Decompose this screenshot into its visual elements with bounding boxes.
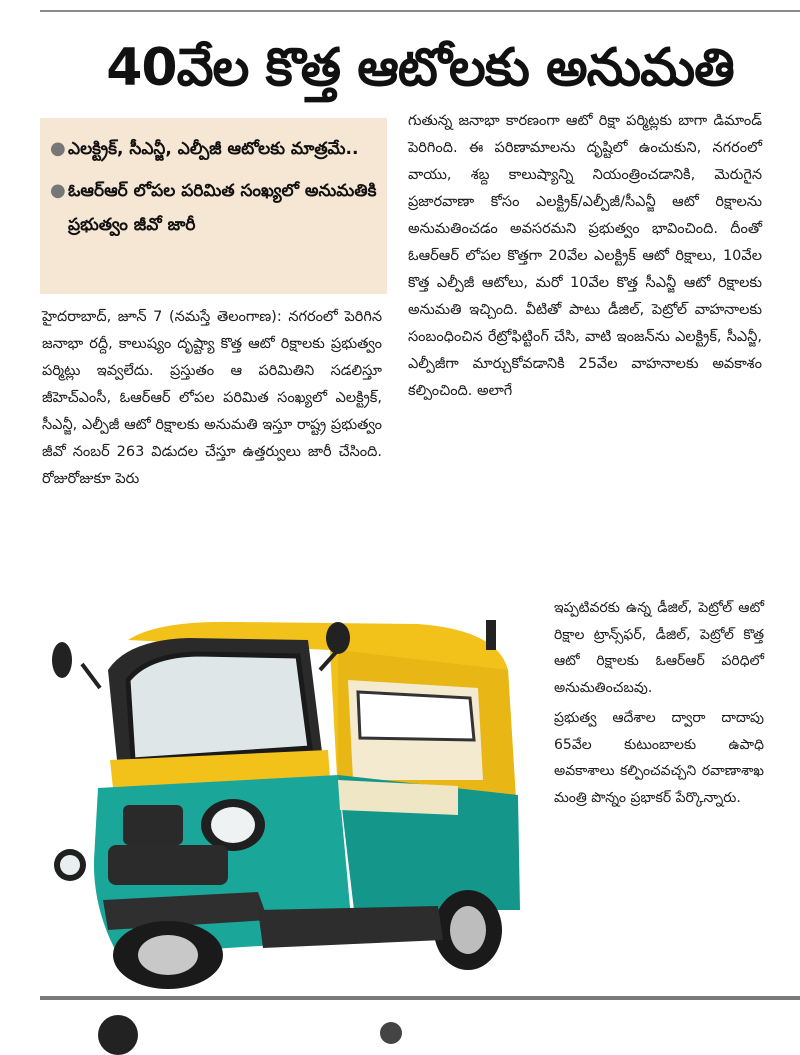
highlight-text: ఓఆర్ఆర్ లోపల పరిమిత సంఖ్యలో అనుమతికి ప్రభుత్వం జీవో జారీ <box>68 181 377 235</box>
article-body-column-3 <box>554 595 764 811</box>
cropped-icon <box>98 1015 138 1055</box>
paragraph: హైదరాబాద్, జూన్ 7 (నమస్తే తెలంగాణ): నగరంలో పెరిగిన జనాభా రద్దీ, కాలుష్యం దృష్ట్యా కొత్త ఆటో రిక్షాలకు ప్రభుత్వం పర్మిట్లు ఇవ్వలేదు. ప్రస్తుతం ఆ పరిమితిని సడలిస్తూ జీహెచ్ఎంసీ, ఓఆర్ఆర్ లోపల పరిమిత సంఖ్యలో ఎలక్ట్రిక్, సీఎన్జీ, ఎల్పీజీ ఆటో రిక్షాలకు అనుమతి ఇస్తూ రాష్ట్ర ప్రభుత్వం జీవో నంబర్ 263 విడుదల చేస్తూ ఉత్తర్వులు జారీ చేసింది. రోజురోజుకూ పెరు <box>42 309 382 487</box>
highlight-text: ఎలక్ట్రిక్, సీఎన్జీ, ఎల్పీజీ ఆటోలకు మాత్రమే.. <box>68 139 359 159</box>
top-rule <box>40 10 800 12</box>
paragraph: గుతున్న జనాభా కారణంగా ఆటో రిక్షా పర్మిట్లకు బాగా డిమాండ్ పెరిగింది. ఈ పరిణామాలను దృష్టిలో ఉంచుకుని, నగరంలో వాయు, శబ్ద కాలుష్యాన్ని నియంత్రించడానికి, మెరుగైన ప్రజారవాణా కోసం ఎలక్ట్రిక్/ఎల్పీజీ/సీఎన్జీ ఆటో రిక్షాలను అనుమతించడం అవసరమని ప్రభుత్వం భావించింది. దీంతో ఓఆర్ఆర్ లోపల కొత్తగా 20వేల ఎలక్ట్రిక్ ఆటో రిక్షాలు, 10వేల కొత్త ఎల్పీజీ ఆటోలు, మరో 10వేల కొత్త సీఎన్జీ ఆటో రిక్షాలకు అనుమతి ఇచ్చింది. వీటితో పాటు డీజిల్, పెట్రోల్ వాహనాలకు సంబంధించిన రేట్రోఫిట్టింగ్ చేసి, వాటి ఇంజన్‌ను ఎలక్ట్రిక్, సీఎన్జీ, ఎల్పీజీగా మార్చుకోవడానికి 25వేల వాహనాలకు అవకాశం కల్పించింది. అలాగే <box>408 113 762 399</box>
highlight-item <box>50 132 381 166</box>
paragraph: ప్రభుత్వ ఆదేశాల ద్వారా దాదాపు 65వేల కుటుంబాలకు ఉపాధి అవకాశాలు కల్పించవచ్చని రవాణాశాఖ మంత్రి పొన్నం ప్రభాకర్ పేర్కొన్నారు. <box>554 710 764 806</box>
bullet-icon: ● <box>50 180 66 201</box>
headline: 40వేల కొత్త ఆటోలకు అనుమతి <box>106 38 734 98</box>
highlight-item <box>50 174 381 242</box>
auto-rickshaw-image <box>38 610 558 990</box>
bullet-icon: ● <box>50 138 66 159</box>
bottom-rule <box>40 996 800 1000</box>
paragraph: ఇప్పటివరకు ఉన్న డీజిల్, పెట్రోల్ ఆటో రిక్షాల ట్రాన్స్‌ఫర్, డీజిల్, పెట్రోల్ కొత్త ఆటో రిక్షాలకు ఓఆర్ఆర్ పరిధిలో అనుమతించబవు. <box>554 600 764 696</box>
article-body-column-2 <box>408 108 762 405</box>
highlights-box <box>40 118 387 294</box>
article-body-column-1 <box>42 304 382 493</box>
cropped-icon <box>380 1022 402 1044</box>
